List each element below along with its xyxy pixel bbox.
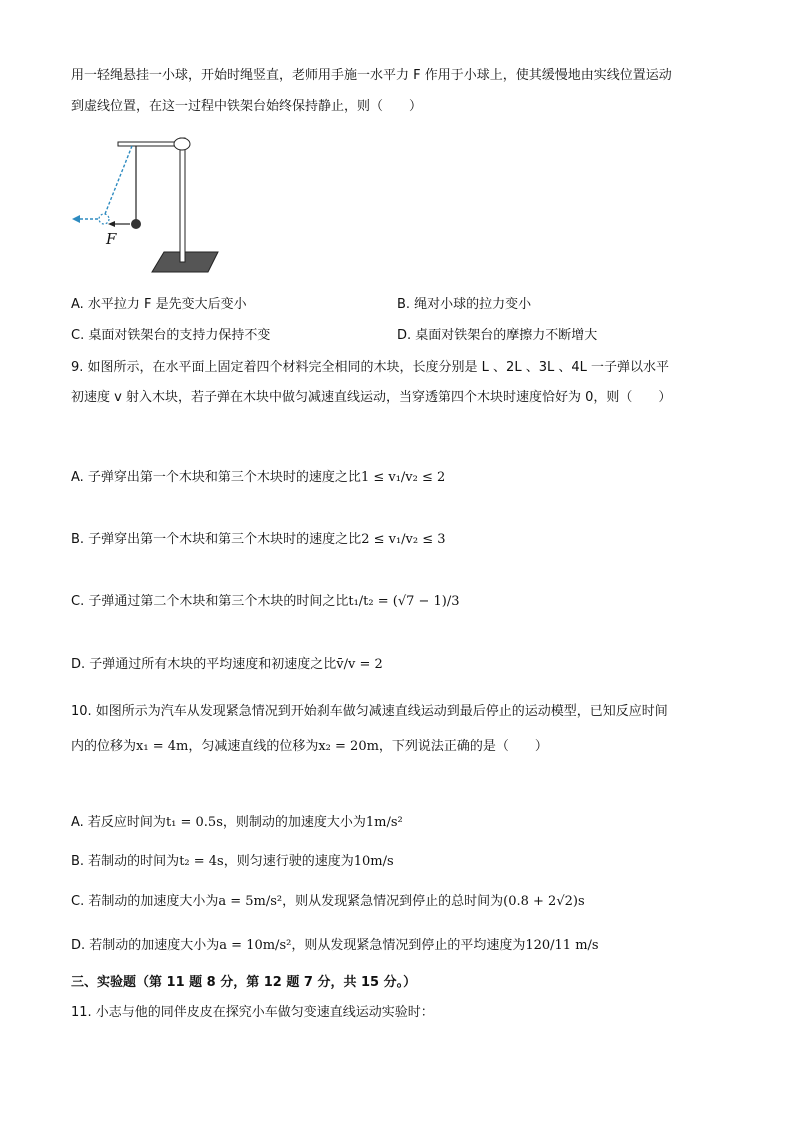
q8-line2: 到虚线位置，在这一过程中铁架台始终保持静止，则（ ） xyxy=(71,99,423,114)
q10-option-d-post: ，则从发现紧急情况到停止的平均速度为 xyxy=(291,938,526,953)
force-solid-arrowhead xyxy=(108,221,115,227)
q10-line2-pre: 内的位移为 xyxy=(71,739,137,754)
q8-option-a: A. 水平拉力 F 是先变大后变小 xyxy=(71,297,247,312)
q9-option-a-text: A. 子弹穿出第一个木块和第三个木块时的速度之比 xyxy=(71,470,361,485)
q11-line1: 11. 小志与他的同伴皮皮在探究小车做匀变速直线运动实验时： xyxy=(71,1005,434,1020)
q10-option-b-post: ，则匀速行驶的速度为 xyxy=(223,854,354,869)
force-dashed-arrowhead xyxy=(72,215,80,223)
q9-option-d-math: v̄/v = 2 xyxy=(336,657,383,672)
q9-option-b xyxy=(71,530,446,550)
q10-option-c-val: (0.8 + 2√2)s xyxy=(503,894,585,909)
q10-option-b-pre: B. 若制动的时间为 xyxy=(71,854,180,869)
q8-option-d: D. 桌面对铁架台的摩擦力不断增大 xyxy=(397,328,598,343)
q10-option-b xyxy=(71,852,394,872)
q10-option-d-val: 120/11 m/s xyxy=(525,938,599,953)
q10-option-a-math: t₁ = 0.5s xyxy=(165,815,223,830)
q10-option-c-post: ，则从发现紧急情况到停止的总时间为 xyxy=(282,894,504,909)
stand-figure xyxy=(68,130,228,275)
q10-line2-mid: ，匀减速直线的位移为 xyxy=(188,739,319,754)
stand-clamp xyxy=(174,138,190,150)
q10-option-c-math: a = 5m/s² xyxy=(218,894,283,909)
q8-line1: 用一轻绳悬挂一小球，开始时绳竖直，老师用手施一水平力 F 作用于小球上，使其缓慢地由实线位置运动 xyxy=(71,68,672,83)
q10-option-a-val: 1m/s² xyxy=(365,815,403,830)
string-dashed xyxy=(105,146,132,214)
q10-option-a xyxy=(71,813,403,833)
q10-option-a-pre: A. 若反应时间为 xyxy=(71,815,166,830)
q9-option-b-math: 2 ≤ v₁/v₂ ≤ 3 xyxy=(361,532,446,547)
q10-option-b-val: 10m/s xyxy=(353,854,394,869)
q10-option-c-pre: C. 若制动的加速度大小为 xyxy=(71,894,219,909)
q9-option-d xyxy=(71,655,383,675)
q9-option-a xyxy=(71,468,445,488)
q10-option-c xyxy=(71,892,585,912)
q9-option-b-text: B. 子弹穿出第一个木块和第三个木块时的速度之比 xyxy=(71,532,362,547)
q9-line1: 9. 如图所示，在水平面上固定着四个材料完全相同的木块，长度分别是 L 、2L 、3L 、4L 一子弹以水平 xyxy=(71,360,669,375)
q10-option-a-post: ，则制动的加速度大小为 xyxy=(222,815,366,830)
stand-rod xyxy=(180,138,185,262)
q9-option-c xyxy=(71,592,460,612)
stand-arm xyxy=(118,142,180,146)
q10-option-d xyxy=(71,936,599,956)
force-label: F xyxy=(106,230,117,248)
section-3-title: 三、实验题（第 11 题 8 分，第 12 题 7 分，共 15 分。） xyxy=(71,975,417,990)
q9-option-c-math: t₁/t₂ = (√7 − 1)/3 xyxy=(348,594,460,609)
q10-option-d-pre: D. 若制动的加速度大小为 xyxy=(71,938,220,953)
q10-option-b-math: t₂ = 4s xyxy=(179,854,224,869)
q8-option-c: C. 桌面对铁架台的支持力保持不变 xyxy=(71,328,271,343)
q9-line2: 初速度 v 射入木块，若子弹在木块中做匀减速直线运动，当穿透第四个木块时速度恰好为 0，则（ ） xyxy=(71,390,672,405)
q9-option-a-math: 1 ≤ v₁/v₂ ≤ 2 xyxy=(360,470,446,485)
ball-dashed xyxy=(99,214,109,224)
q9-option-c-text: C. 子弹通过第二个木块和第三个木块的时间之比 xyxy=(71,594,349,609)
q9-option-d-text: D. 子弹通过所有木块的平均速度和初速度之比 xyxy=(71,657,337,672)
q10-option-d-math: a = 10m/s² xyxy=(219,938,292,953)
q10-x1: x₁ = 4m xyxy=(136,739,189,754)
q10-line2-post: ，下列说法正确的是（ ） xyxy=(378,739,548,754)
q10-x2: x₂ = 20m xyxy=(318,739,379,754)
q10-line1: 10. 如图所示为汽车从发现紧急情况到开始刹车做匀减速直线运动到最后停止的运动模型，已知反应时间 xyxy=(71,704,668,719)
q8-option-b: B. 绳对小球的拉力变小 xyxy=(397,297,532,312)
q10-line2 xyxy=(71,737,548,757)
ball-solid xyxy=(131,219,141,229)
